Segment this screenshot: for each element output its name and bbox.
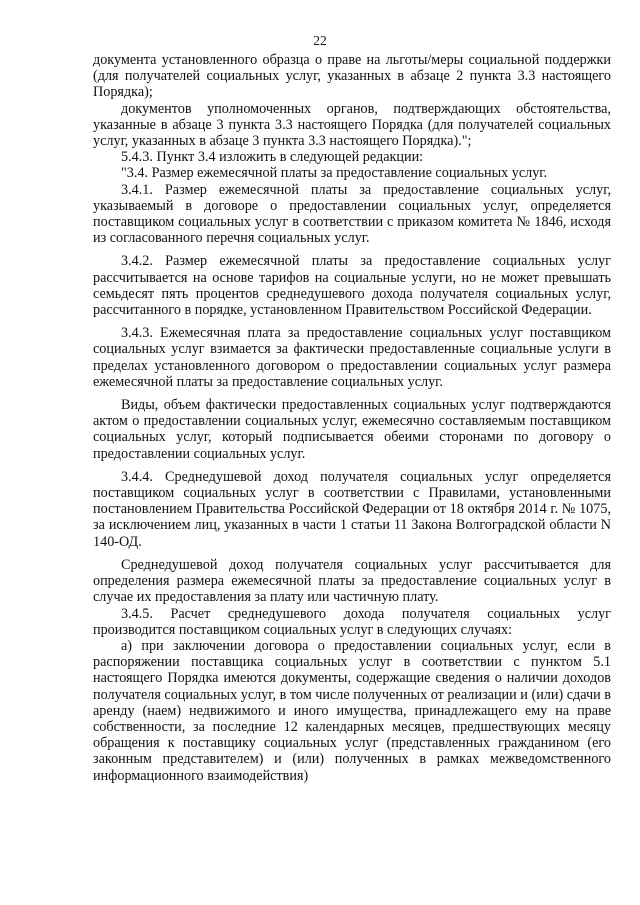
document-body — [93, 52, 611, 784]
paragraph: Виды, объем фактически предоставленных социальных услуг подтверждаются актом о предоставлении социальных услуг, ежемесячно составляемым поставщиком социальных услуг, который подписывается обеими сторонами по договору о предоставлении социальных услуг. — [93, 397, 611, 462]
paragraph: 5.4.3. Пункт 3.4 изложить в следующей редакции: — [121, 149, 424, 166]
paragraph: 3.4.3. Ежемесячная плата за предоставление социальных услуг поставщиком социальных услуг взимается за фактически предоставленные социальные услуги в пределах установленного договором о предоставлении социальных услуг размера ежемесячной платы за предоставление социальных услуг. — [93, 325, 611, 390]
paragraph: а) при заключении договора о предоставлении социальных услуг, если в распоряжении поставщика социальных услуг в соответствии с пунктом 5.1 настоящего Порядка имеются документы, содержащие сведения о наличии доходов получателя социальных услуг, в том числе полученных от реализации и (или) сдачи в аренду (наем) недвижимого и иного имущества, принадлежащего ему на праве собственности, за последние 12 календарных месяцев, предшествующих месяцу обращения к поставщику социальных услуг (представленных гражданином (его законным представителем) и (или) полученных в рамках межведомственного информационного взаимодействия) — [93, 637, 611, 784]
paragraph: документов уполномоченных органов, подтверждающих обстоятельства, указанные в абзаце 3 пункта 3.3 настоящего Порядка (для получателей социальных услуг, указанных в абзаце 3 пункта 3.3 настоящего Порядка)."; — [93, 100, 611, 150]
paragraph: 3.4.2. Размер ежемесячной платы за предоставление социальных услуг рассчитывается на основе тарифов на социальные услуги, но не может превышать семьдесят пять процентов среднедушевого дохода получателя социальных услуг, рассчитанного в порядке, установленном Правительством Российской Федерации. — [93, 253, 611, 319]
paragraph: "3.4. Размер ежемесячной платы за предоставление социальных услуг. — [121, 165, 548, 182]
paragraph: документа установленного образца о праве на льготы/меры социальной поддержки (для получателей социальных услуг, указанных в абзаце 2 пункта 3.3 настоящего Порядка); — [93, 52, 611, 101]
page-number: 22 — [313, 33, 327, 48]
paragraph: 3.4.5. Расчет среднедушевого дохода получателя социальных услуг производится поставщиком социальных услуг в следующих случаях: — [93, 605, 611, 638]
paragraph: Среднедушевой доход получателя социальных услуг рассчитывается для определения размера ежемесячной платы за предоставление социальных услуг в случае их предоставления за плату или частичную плату. — [93, 556, 611, 606]
paragraph: 3.4.4. Среднедушевой доход получателя социальных услуг определяется поставщиком социальных услуг в соответствии с Правилами, установленными постановлением Правительства Российской Федерации от 18 октября 2014 г. № 1075, за исключением лиц, указанных в части 1 статьи 11 Закона Волгоградской области N 140-ОД. — [93, 468, 611, 550]
paragraph: 3.4.1. Размер ежемесячной платы за предоставление социальных услуг, указываемый в договоре о предоставлении социальных услуг, определяется поставщиком социальных услуг в соответствии с приказом комитета № 1846, исходя из согласованного перечня социальных услуг. — [93, 181, 611, 247]
